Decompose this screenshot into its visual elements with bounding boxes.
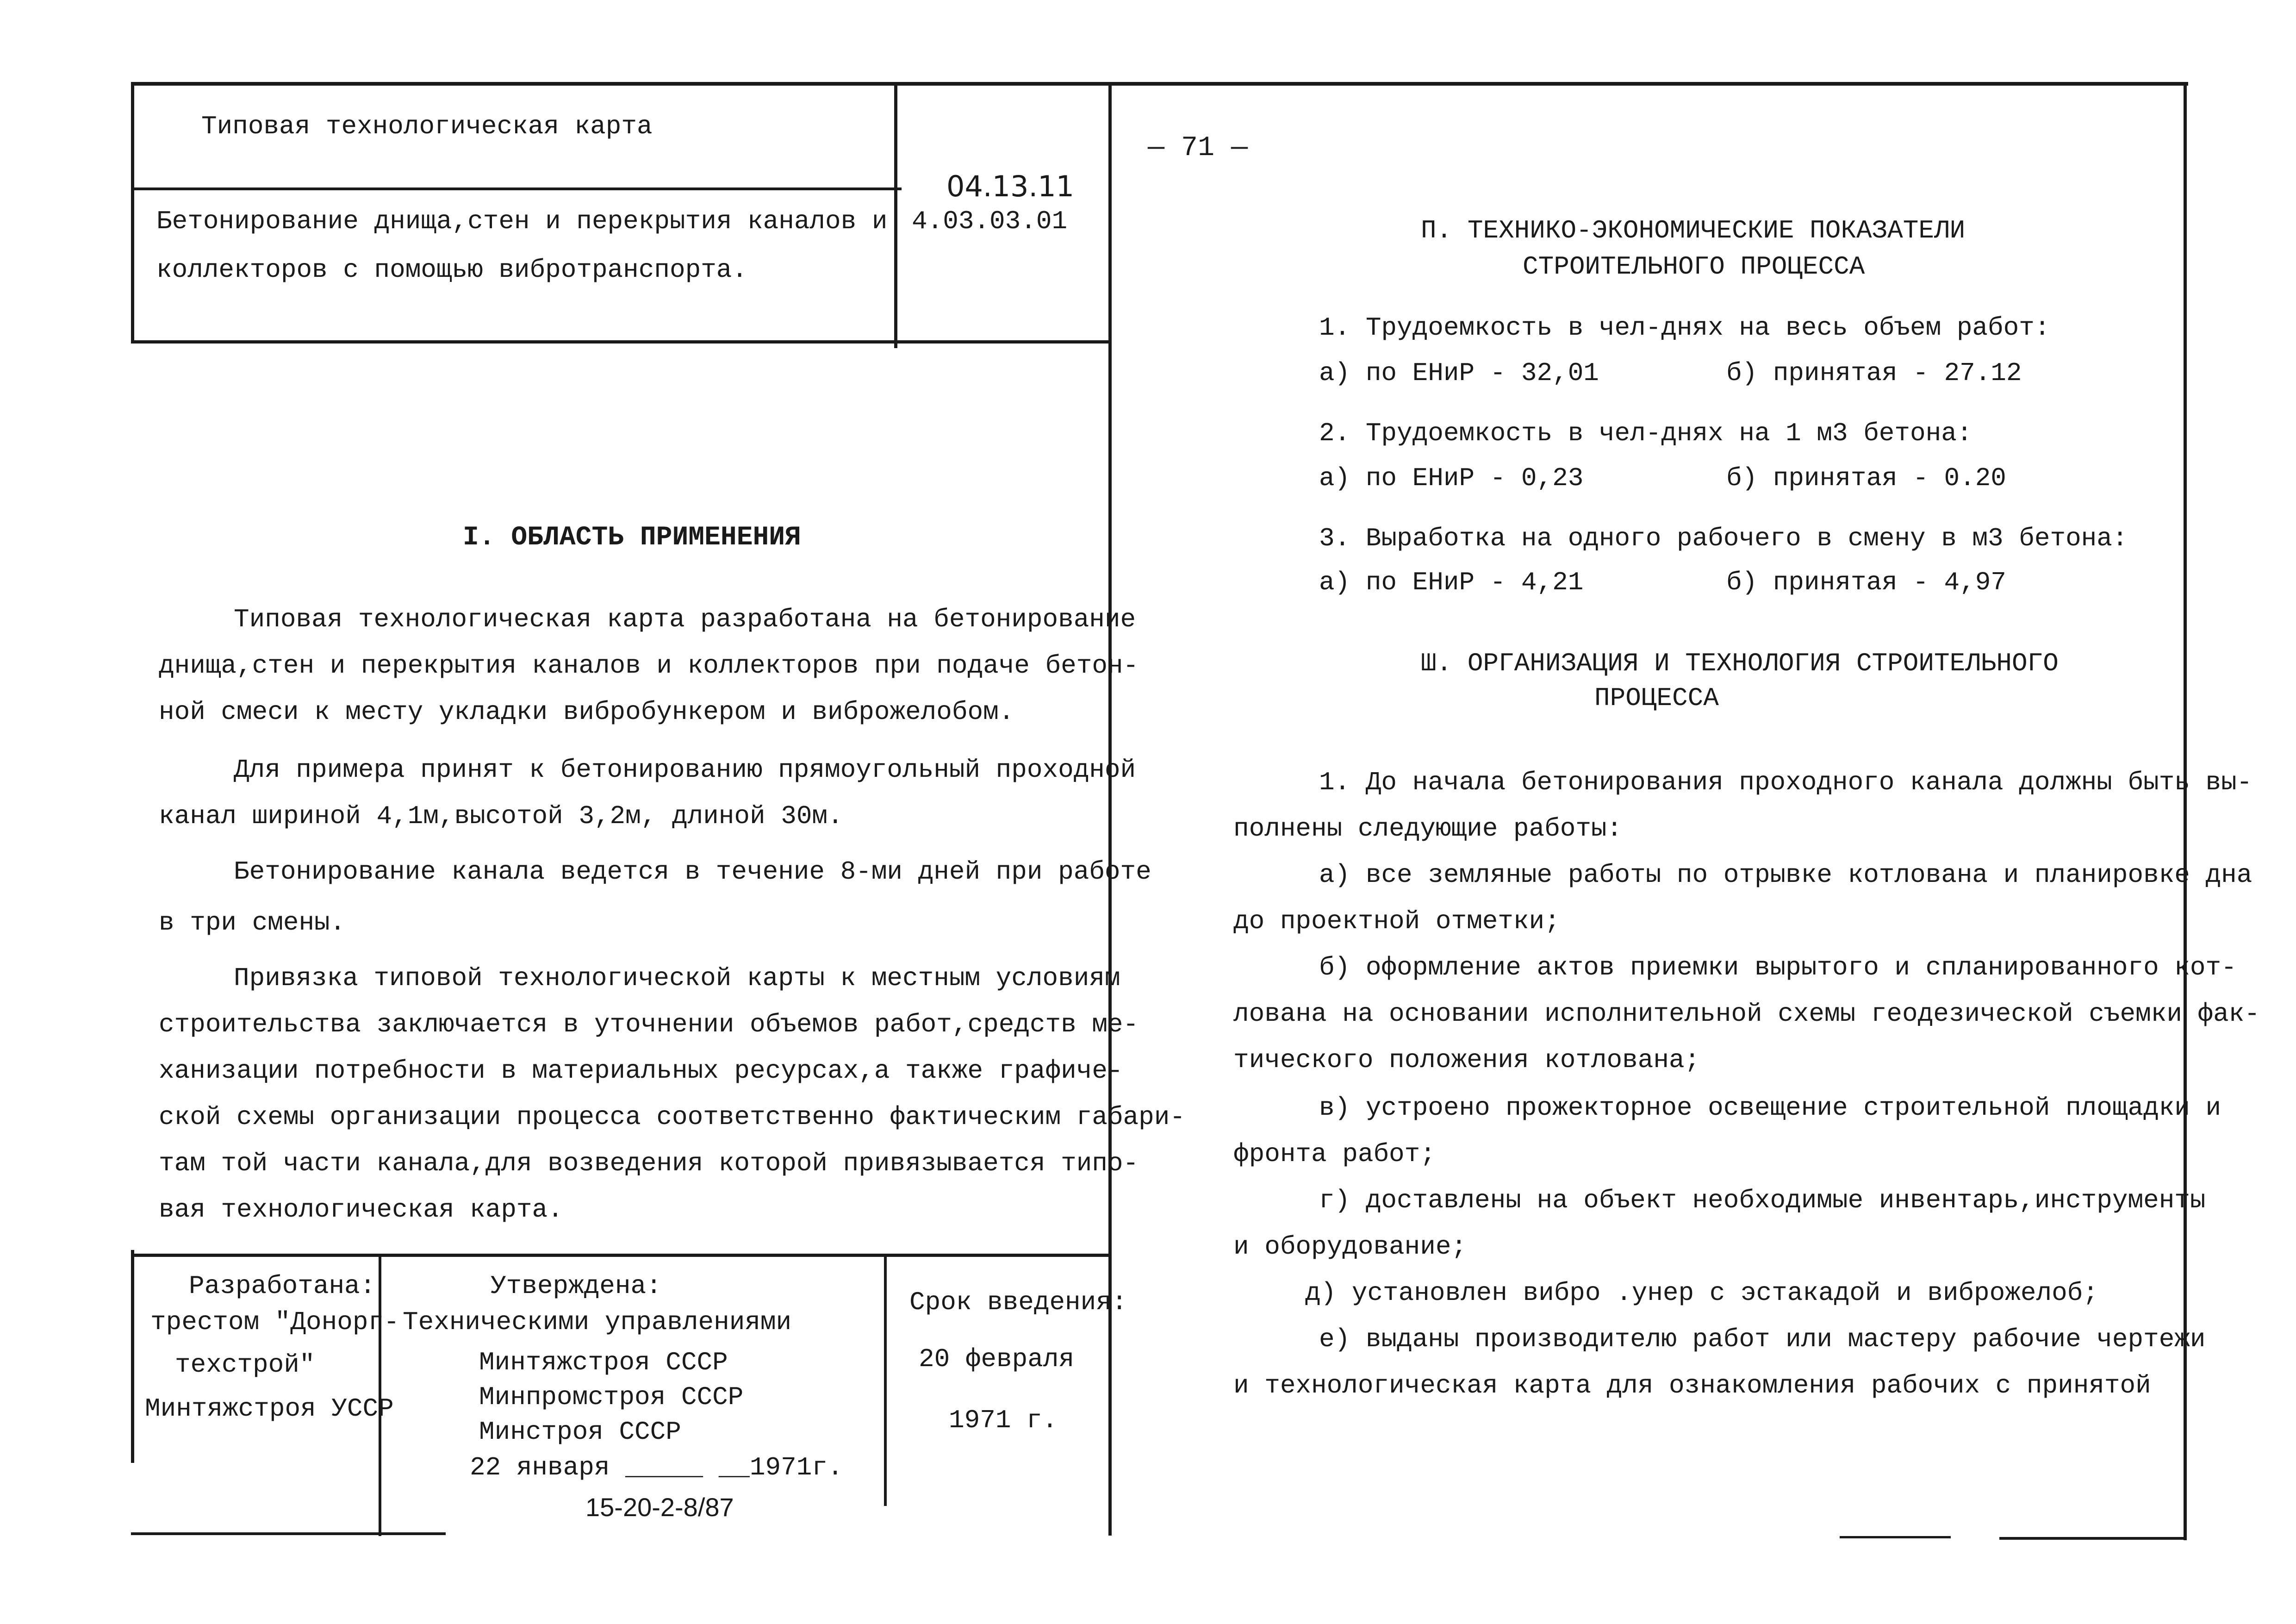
left-text-line: строительства заключается в уточнении объемов работ,средств ме- [159, 1010, 1139, 1039]
stamp-title: Типовая технологическая карта [201, 112, 653, 141]
indicator-value-b: б) принятая - 4,97 [1726, 568, 2006, 597]
developed-line: техстрой" [175, 1350, 315, 1380]
approved-line: Техническими управлениями [403, 1307, 792, 1337]
term-label: Срок введения: [909, 1287, 1127, 1317]
right-text-line: полнены следующие работы: [1233, 814, 1623, 843]
left-text-line: ханизации потребности в материальных ресурсах,а также графиче- [159, 1056, 1123, 1086]
footer-top-line [131, 1254, 1111, 1257]
term-date: 20 февраля [919, 1344, 1075, 1374]
indicator-title: 2. Трудоемкость в чел-днях на 1 м3 бетона: [1319, 418, 1972, 448]
frame-left-line-lower [131, 1250, 134, 1463]
stamp-code-handwritten: 04.13.11 [946, 169, 1075, 203]
left-text-line: в три смены. [159, 908, 346, 937]
stamp-code-divider [894, 82, 897, 348]
left-text-line: днища,стен и перекрытия каналов и коллекторов при подаче бетон- [159, 651, 1139, 681]
approved-label: Утверждена: [491, 1271, 662, 1301]
indicator-value-a: а) по ЕНиР - 0,23 [1319, 463, 1584, 493]
approval-code: 15-20-2-8/87 [585, 1493, 734, 1522]
stamp-subject-line-1: Бетонирование днища,стен и перекрытия каналов и [156, 206, 888, 236]
right-text-line: е) выданы производителю работ или мастеру рабочие чертежи [1319, 1324, 2206, 1354]
left-text-line: Привязка типовой технологической карты к местным условиям [234, 963, 1120, 993]
approved-line: 22 января _____ __1971г. [470, 1453, 843, 1482]
left-text-line: Типовая технологическая карта разработана на бетонирование [234, 605, 1136, 634]
footer-bottom-line [131, 1532, 446, 1535]
indicator-value-a: а) по ЕНиР - 32,01 [1319, 358, 1599, 388]
right-text-line: лована на основании исполнительной схемы геодезической съемки фак- [1233, 999, 2260, 1029]
developed-line: трестом "Донорг- [150, 1307, 399, 1337]
right-text-line: до проектной отметки; [1233, 906, 1560, 936]
section-3-heading-line-2: ПРОЦЕССА [1594, 683, 1719, 713]
developed-label: Разработана: [189, 1271, 376, 1301]
indicator-title: 3. Выработка на одного рабочего в смену в м3 бетона: [1319, 524, 2128, 553]
page-number: — 71 — [1148, 132, 1248, 164]
frame-right-line [2184, 82, 2187, 1540]
right-text-line: в) устроено прожекторное освещение строительной площадки и [1319, 1093, 2221, 1123]
left-text-line: Для примера принят к бетонированию прямоугольный проходной [234, 755, 1136, 785]
term-year: 1971 г. [949, 1405, 1058, 1435]
section-2-heading-line-2: СТРОИТЕЛЬНОГО ПРОЦЕССА [1523, 252, 1865, 281]
stamp-code: 4.03.03.01 [912, 206, 1068, 236]
frame-left-line [131, 82, 134, 341]
right-text-line: а) все земляные работы по отрывке котлована и планировке дна [1319, 860, 2252, 890]
right-text-line: фронта работ; [1233, 1139, 1436, 1169]
footer-divider-2 [884, 1254, 887, 1506]
frame-top-line [131, 82, 2188, 86]
left-text-line: там той части канала,для возведения которой привязывается типо- [159, 1149, 1139, 1178]
right-text-line: д) установлен вибро .унер с эстакадой и виброжелоб; [1305, 1278, 2098, 1308]
right-text-line: б) оформление актов приемки вырытого и спланированного кот- [1319, 953, 2237, 982]
stamp-subject-line-2: коллекторов с помощью вибротранспорта. [156, 255, 748, 285]
frame-bottom-right-line [1999, 1537, 2184, 1540]
left-text-line: Бетонирование канала ведется в течение 8-ми дней при работе [234, 857, 1151, 887]
approved-line: Минпромстроя СССР [479, 1382, 744, 1412]
indicator-value-a: а) по ЕНиР - 4,21 [1319, 568, 1584, 597]
left-text-line: вая технологическая карта. [159, 1195, 563, 1224]
indicator-title: 1. Трудоемкость в чел-днях на весь объем работ: [1319, 313, 2050, 343]
left-text-line: канал шириной 4,1м,высотой 3,2м, длиной 30м. [159, 801, 843, 831]
frame-divider-center [1108, 82, 1112, 1536]
right-text-line: 1. До начала бетонирования проходного канала должны быть вы- [1319, 768, 2252, 797]
developed-line: Минтяжстроя УССР [145, 1394, 394, 1424]
indicator-value-b: б) принятая - 0.20 [1726, 463, 2006, 493]
section-2-heading-line-1: П. ТЕХНИКО-ЭКОНОМИЧЕСКИЕ ПОКАЗАТЕЛИ [1421, 216, 1966, 245]
right-text-line: тического положения котлована; [1233, 1045, 1700, 1075]
section-3-heading-line-1: Ш. ОРГАНИЗАЦИЯ И ТЕХНОЛОГИЯ СТРОИТЕЛЬНОГО [1421, 649, 2059, 678]
frame-bottom-right-short [1840, 1536, 1951, 1538]
right-text-line: и оборудование; [1233, 1232, 1467, 1262]
approved-line: Минстроя СССР [479, 1417, 681, 1447]
section-1-heading: I. ОБЛАСТЬ ПРИМЕНЕНИЯ [463, 523, 801, 553]
left-text-line: ской схемы организации процесса соответственно фактическим габари- [159, 1102, 1185, 1132]
right-text-line: и технологическая карта для ознакомления рабочих с принятой [1233, 1371, 2151, 1400]
right-text-line: г) доставлены на объект необходимые инвентарь,инструменты [1319, 1186, 2206, 1215]
indicator-value-b: б) принятая - 27.12 [1726, 358, 2022, 388]
left-text-line: ной смеси к месту укладки вибробункером и виброжелобом. [159, 697, 1014, 727]
stamp-title-divider [131, 187, 902, 190]
stamp-bottom-line [131, 340, 1111, 344]
approved-line: Минтяжстроя СССР [479, 1348, 728, 1377]
